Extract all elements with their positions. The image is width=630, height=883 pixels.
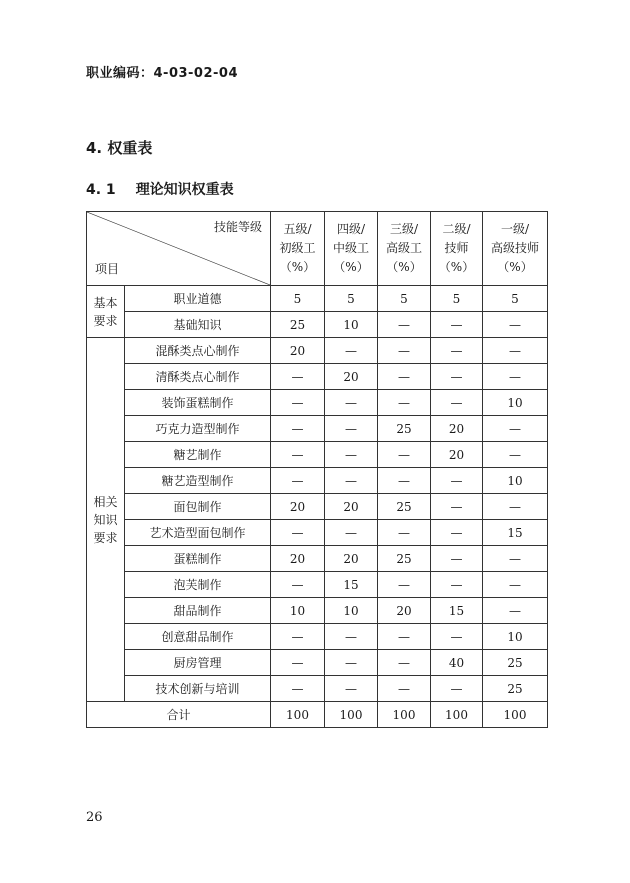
weight-cell: 25 (483, 650, 548, 676)
level-header-line: 高级技师 (490, 241, 539, 255)
weight-cell: 10 (325, 598, 378, 624)
level-header-line: （%） (333, 260, 369, 274)
level-header-1 (271, 212, 325, 286)
item-name: 泡芙制作 (125, 572, 271, 598)
weight-cell: 25 (378, 494, 431, 520)
weight-cell: — (325, 416, 378, 442)
item-name: 糖艺造型制作 (125, 468, 271, 494)
total-cell: 100 (325, 702, 378, 728)
level-header-line: 中级工 (332, 241, 369, 255)
section-title: 4. 权重表 (86, 139, 153, 157)
group-label-line: 相关 (93, 494, 118, 509)
total-row (87, 702, 548, 728)
weight-cell: — (431, 364, 483, 390)
weight-cell: — (325, 468, 378, 494)
weight-cell: — (431, 468, 483, 494)
corner-bottom-label: 项目 (95, 262, 120, 276)
table-header-row (87, 212, 548, 286)
table-row (87, 598, 548, 624)
weight-cell: — (483, 494, 548, 520)
weight-cell: — (431, 546, 483, 572)
level-header-4 (431, 212, 483, 286)
level-header-line: 五级/ (283, 222, 312, 236)
weight-cell: — (271, 442, 325, 468)
weight-cell: 20 (378, 598, 431, 624)
weight-cell: 10 (271, 598, 325, 624)
item-name: 职业道德 (125, 286, 271, 312)
weight-cell: 40 (431, 650, 483, 676)
weight-cell: — (483, 364, 548, 390)
weight-cell: — (378, 572, 431, 598)
weight-cell: — (483, 572, 548, 598)
total-cell: 100 (271, 702, 325, 728)
item-name: 巧克力造型制作 (125, 416, 271, 442)
weight-cell: — (483, 546, 548, 572)
weight-cell: — (271, 572, 325, 598)
weight-cell: 5 (378, 286, 431, 312)
level-header-line: 高级工 (385, 241, 422, 255)
total-cell: 100 (378, 702, 431, 728)
weight-cell: 5 (483, 286, 548, 312)
page-number: 26 (86, 810, 103, 825)
weight-cell: 25 (378, 546, 431, 572)
table-row (87, 624, 548, 650)
weight-cell: — (325, 442, 378, 468)
group-label-line: 要求 (93, 530, 118, 545)
table-row (87, 364, 548, 390)
weight-cell: — (431, 312, 483, 338)
item-name: 蛋糕制作 (125, 546, 271, 572)
total-cell: 100 (431, 702, 483, 728)
weight-cell: 20 (271, 546, 325, 572)
weight-cell: — (271, 416, 325, 442)
weight-cell: — (431, 572, 483, 598)
weight-cell: 10 (483, 624, 548, 650)
weight-cell: — (325, 676, 378, 702)
level-header-line: （%） (386, 260, 422, 274)
weight-cell: — (325, 624, 378, 650)
group-label-line: 要求 (93, 313, 118, 328)
weight-cell: 15 (431, 598, 483, 624)
subsection-number: 4. 1 (86, 182, 116, 198)
weight-cell: — (378, 390, 431, 416)
weight-cell: 20 (325, 364, 378, 390)
item-name: 混酥类点心制作 (125, 338, 271, 364)
item-name: 装饰蛋糕制作 (125, 390, 271, 416)
weight-cell: 25 (378, 416, 431, 442)
subsection-title (86, 179, 234, 199)
weight-cell: — (483, 312, 548, 338)
occupation-code: 职业编码：4-03-02-04 (86, 66, 239, 81)
level-header-line: 技师 (444, 241, 469, 255)
weight-cell: — (271, 468, 325, 494)
weight-cell: — (271, 390, 325, 416)
weight-cell: — (271, 520, 325, 546)
item-name: 甜品制作 (125, 598, 271, 624)
weight-cell: 10 (483, 390, 548, 416)
total-label: 合计 (87, 702, 271, 728)
group-label (87, 338, 125, 702)
weight-cell: 5 (271, 286, 325, 312)
weight-cell: — (431, 520, 483, 546)
weight-cell: — (378, 338, 431, 364)
level-header-5 (483, 212, 548, 286)
table-row (87, 416, 548, 442)
weight-cell: — (378, 520, 431, 546)
subsection-text: 理论知识权重表 (135, 182, 234, 198)
item-name: 清酥类点心制作 (125, 364, 271, 390)
level-header-line: （%） (279, 260, 316, 274)
weight-cell: — (271, 650, 325, 676)
weight-cell: — (483, 338, 548, 364)
table-row (87, 390, 548, 416)
table-row (87, 650, 548, 676)
weight-cell: 10 (483, 468, 548, 494)
table-corner-cell (87, 212, 271, 286)
weight-cell: 20 (431, 442, 483, 468)
weight-cell: 20 (325, 494, 378, 520)
item-name: 糖艺制作 (125, 442, 271, 468)
table-row (87, 338, 548, 364)
group-label-line: 基本 (93, 295, 118, 310)
table-row (87, 312, 548, 338)
weight-cell: 20 (431, 416, 483, 442)
level-header-line: 初级工 (279, 241, 316, 255)
weight-cell: — (378, 676, 431, 702)
weight-cell: 20 (325, 546, 378, 572)
item-name: 创意甜品制作 (125, 624, 271, 650)
weight-cell: — (378, 364, 431, 390)
level-header-3 (378, 212, 431, 286)
item-name: 面包制作 (125, 494, 271, 520)
weight-cell: — (431, 338, 483, 364)
weight-cell: — (325, 520, 378, 546)
weight-cell: 5 (431, 286, 483, 312)
level-header-line: 三级/ (389, 222, 419, 236)
weight-cell: — (378, 312, 431, 338)
table-row (87, 676, 548, 702)
total-cell: 100 (483, 702, 548, 728)
table-row (87, 572, 548, 598)
weight-cell: 15 (483, 520, 548, 546)
weight-cell: — (271, 624, 325, 650)
level-header-line: 一级/ (500, 222, 530, 236)
weight-cell: — (325, 650, 378, 676)
level-header-2 (325, 212, 378, 286)
weight-cell: 25 (271, 312, 325, 338)
table-row (87, 442, 548, 468)
level-header-line: （%） (438, 260, 475, 274)
weight-cell: 20 (271, 338, 325, 364)
weight-cell: 15 (325, 572, 378, 598)
table-row (87, 546, 548, 572)
weight-cell: — (271, 364, 325, 390)
weight-cell: 10 (325, 312, 378, 338)
weight-cell: — (483, 416, 548, 442)
item-name: 艺术造型面包制作 (125, 520, 271, 546)
level-header-line: （%） (497, 260, 533, 274)
weight-cell: — (431, 390, 483, 416)
weight-table (86, 211, 548, 728)
weight-cell: 5 (325, 286, 378, 312)
weight-cell: — (378, 442, 431, 468)
item-name: 技术创新与培训 (125, 676, 271, 702)
weight-cell: — (431, 494, 483, 520)
weight-cell: — (483, 442, 548, 468)
weight-cell: — (483, 598, 548, 624)
level-header-line: 二级/ (442, 222, 471, 236)
table-row (87, 494, 548, 520)
table-row (87, 286, 548, 312)
weight-cell: — (378, 650, 431, 676)
table-row (87, 468, 548, 494)
corner-top-label: 技能等级 (213, 220, 262, 234)
weight-cell: — (325, 338, 378, 364)
weight-cell: — (378, 468, 431, 494)
weight-cell: 20 (271, 494, 325, 520)
item-name: 厨房管理 (125, 650, 271, 676)
weight-cell: 25 (483, 676, 548, 702)
weight-cell: — (431, 676, 483, 702)
item-name: 基础知识 (125, 312, 271, 338)
weight-cell: — (378, 624, 431, 650)
group-label (87, 286, 125, 338)
weight-cell: — (271, 676, 325, 702)
table-row (87, 520, 548, 546)
level-header-line: 四级/ (336, 222, 366, 236)
weight-cell: — (431, 624, 483, 650)
weight-cell: — (325, 390, 378, 416)
group-label-line: 知识 (93, 512, 118, 527)
